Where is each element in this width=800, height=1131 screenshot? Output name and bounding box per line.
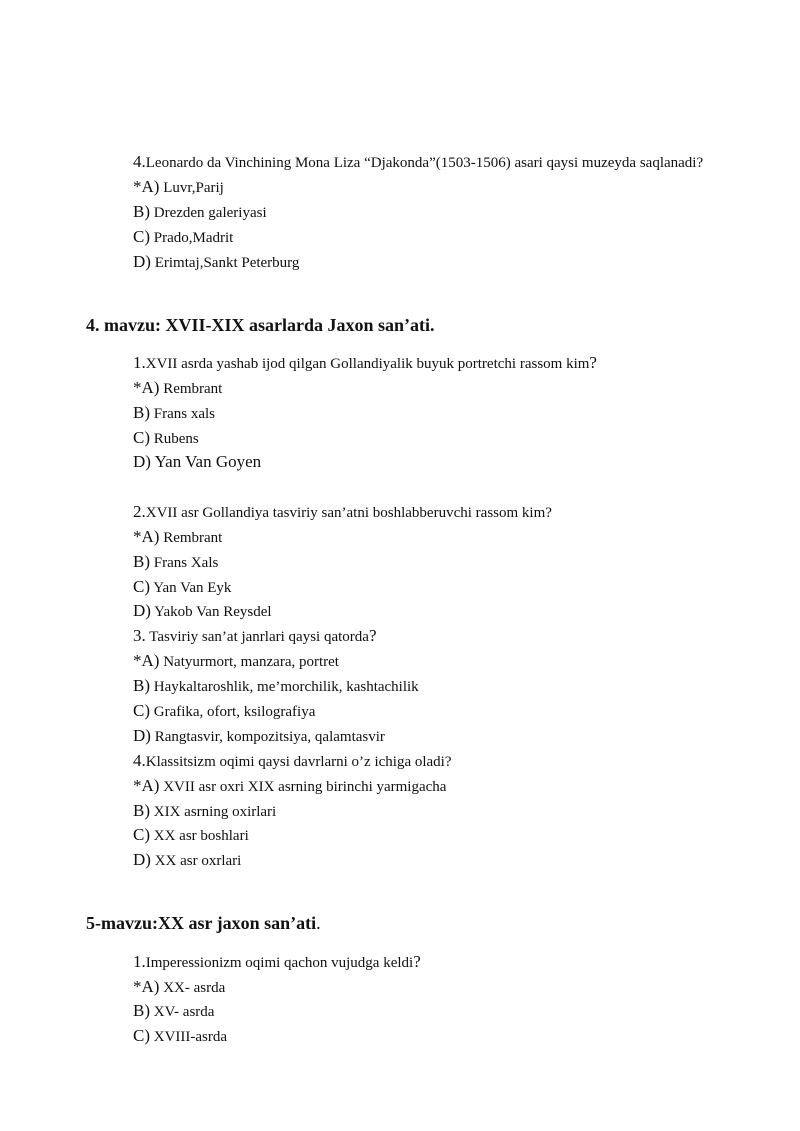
question-text: Leonardo da Vinchining Mona Liza “Djakonda”(1503-1506) asari qaysi muzeyda saqlanadi? [145, 155, 704, 171]
question-number: 4. [133, 152, 146, 171]
option-letter: B) [133, 202, 150, 221]
option-text: Natyurmort, manzara, portret [159, 654, 339, 670]
option-letter: B) [133, 1001, 150, 1020]
question-number: 1. [133, 353, 146, 372]
question-number: 1. [133, 952, 146, 971]
option-text: XX- asrda [159, 980, 226, 996]
section-5-heading-text: 5-mavzu:XX asr jaxon san’ati [86, 913, 317, 933]
option-text: Frans xals [150, 406, 215, 422]
question-mark: ? [413, 952, 421, 971]
question-4-mona-liza [133, 152, 703, 173]
option-letter: *A) [133, 378, 160, 397]
option-text: Yan Van Eyk [150, 580, 232, 596]
option-letter: *A) [133, 527, 160, 546]
option-letter: B) [133, 552, 150, 571]
question-text: Imperessionizm oqimi qachon vujudga keldi [145, 955, 414, 971]
option-b [133, 552, 218, 573]
section-4-heading: 4. mavzu: XVII-XIX asarlarda Jaxon san’ati. [86, 315, 435, 335]
option-b [133, 676, 419, 697]
option-letter: C) [133, 701, 150, 720]
question-text: XVII asr Gollandiya tasviriy san’atni boshlabberuvchi rassom kim? [145, 505, 552, 521]
option-text: XVII asr oxri XIX asrning birinchi yarmigacha [159, 779, 447, 795]
question-text: XVII asrda yashab ijod qilgan Gollandiyalik buyuk portretchi rassom kim [145, 356, 590, 372]
option-letter: C) [133, 227, 150, 246]
option-text: Prado,Madrit [150, 230, 234, 246]
option-c [133, 825, 249, 846]
option-d [133, 452, 261, 472]
option-letter: *A) [133, 651, 160, 670]
section-5-heading-period: . [316, 913, 321, 933]
option-b [133, 202, 267, 223]
option-letter: B) [133, 801, 150, 820]
option-d [133, 726, 385, 747]
option-a [133, 177, 224, 198]
option-text: Rembrant [159, 381, 223, 397]
option-a [133, 378, 222, 399]
option-letter: D) [133, 252, 151, 271]
question-number: 2. [133, 502, 146, 521]
option-a [133, 651, 339, 672]
question-4-classicism [133, 751, 452, 772]
option-d [133, 601, 272, 622]
option-text: XVIII-asrda [150, 1029, 228, 1045]
option-c [133, 701, 315, 722]
question-text: Klassitsizm oqimi qaysi davrlarni o’z ichiga oladi? [145, 754, 452, 770]
option-text: Rembrant [159, 530, 223, 546]
option-letter: *A) [133, 776, 160, 795]
option-text: Yan Van Goyen [150, 452, 262, 471]
option-c [133, 1026, 227, 1047]
option-text: Grafika, ofort, ksilografiya [150, 704, 316, 720]
option-text: XX asr oxrlari [150, 853, 242, 869]
option-d [133, 850, 241, 871]
option-text: Erimtaj,Sankt Peterburg [150, 255, 300, 271]
option-text: XV- asrda [150, 1004, 215, 1020]
question-mark: ? [589, 353, 597, 372]
question-3-genres [133, 626, 376, 647]
option-b [133, 403, 215, 424]
option-text: Rangtasvir, kompozitsiya, qalamtasvir [150, 729, 385, 745]
option-text: XIX asrning oxirlari [150, 804, 277, 820]
option-b [133, 801, 276, 822]
option-text: Frans Xals [150, 555, 219, 571]
question-text: Tasviriy san’at janrlari qaysi qatorda [145, 629, 369, 645]
option-a [133, 527, 222, 548]
option-a [133, 776, 446, 797]
option-text: Yakob Van Reysdel [150, 604, 272, 620]
question-number: 4. [133, 751, 146, 770]
option-letter: D) [133, 850, 151, 869]
option-text: XX asr boshlari [150, 828, 249, 844]
option-letter: B) [133, 403, 150, 422]
question-1-portraitist [133, 353, 597, 374]
option-letter: C) [133, 577, 150, 596]
option-letter: *A) [133, 177, 160, 196]
option-letter: D) [133, 601, 151, 620]
option-text: Drezden galeriyasi [150, 205, 267, 221]
question-number: 3. [133, 626, 146, 645]
option-letter: B) [133, 676, 150, 695]
option-letter: *A) [133, 977, 160, 996]
question-mark: ? [368, 626, 377, 645]
option-a [133, 977, 225, 998]
option-letter: D) [133, 452, 151, 471]
question-1-impressionism [133, 952, 421, 973]
option-c [133, 227, 233, 248]
option-text: Rubens [150, 431, 199, 447]
option-text: Luvr,Parij [159, 180, 224, 196]
option-c [133, 577, 231, 598]
section-5-heading [86, 912, 321, 934]
option-text: Haykaltaroshlik, me’morchilik, kashtachilik [150, 679, 419, 695]
question-2-founder [133, 502, 552, 523]
option-letter: C) [133, 428, 150, 447]
option-d [133, 252, 299, 273]
option-letter: C) [133, 825, 150, 844]
option-b [133, 1001, 214, 1022]
option-letter: D) [133, 726, 151, 745]
option-c [133, 428, 199, 449]
option-letter: C) [133, 1026, 150, 1045]
